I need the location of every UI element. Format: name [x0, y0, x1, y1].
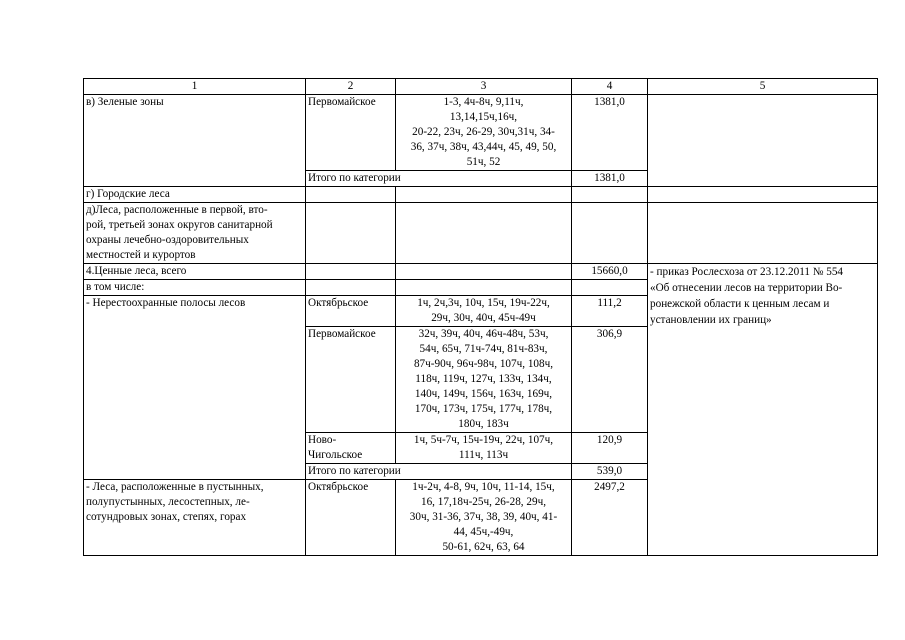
table-row: [84, 203, 878, 264]
column-number: 2: [306, 79, 396, 95]
blocks-line: 111ч, 113ч: [458, 449, 509, 461]
note-line: «Об отнесении лесов на территории Во-: [650, 282, 843, 294]
forest-categories-table: [83, 78, 878, 556]
empty-cell: [572, 280, 648, 296]
area-cell: 111,2: [572, 296, 648, 327]
category-total-area: 539,0: [572, 464, 648, 480]
table-row: [84, 187, 878, 203]
area-cell: 2497,2: [572, 480, 648, 556]
empty-cell: [396, 187, 572, 203]
blocks-line: 170ч, 173ч, 175ч, 177ч, 178ч,: [414, 403, 553, 415]
category-line: охраны лечебно-оздоровительных: [86, 234, 249, 246]
column-number: 4: [572, 79, 648, 95]
note-cell: [648, 95, 878, 187]
forestry-cell: Октябрьское: [306, 296, 396, 327]
empty-cell: [396, 280, 572, 296]
column-number-row: [84, 79, 878, 95]
note-line: установлении их границ»: [650, 314, 772, 326]
empty-cell: [572, 187, 648, 203]
blocks-line: 1ч-2ч, 4-8, 9ч, 10ч, 11-14, 15ч,: [412, 481, 555, 493]
category-line: полупустынных, лесостепных, ле-: [86, 496, 250, 508]
category-total-area: 1381,0: [572, 171, 648, 187]
forestry-cell: [306, 433, 396, 464]
category-cell: в) Зеленые зоны: [84, 95, 306, 187]
blocks-line: 54ч, 65ч, 71ч-74ч, 81ч-83ч,: [419, 343, 548, 355]
empty-cell: [306, 264, 396, 280]
blocks-line: 1ч, 2ч,3ч, 10ч, 15ч, 19ч-22ч,: [417, 297, 550, 309]
column-number: 1: [84, 79, 306, 95]
empty-cell: [396, 264, 572, 280]
area-cell: 120,9: [572, 433, 648, 464]
blocks-line: 16, 17,18ч-25ч, 26-28, 29ч,: [420, 496, 547, 508]
empty-cell: [396, 203, 572, 264]
category-total-label: Итого по категории: [306, 171, 572, 187]
empty-cell: [306, 187, 396, 203]
category-total-label: Итого по категории: [306, 464, 572, 480]
category-cell: - Нерестоохранные полосы лесов: [84, 296, 306, 480]
blocks-line: 20-22, 23ч, 26-29, 30ч,31ч, 34-: [412, 126, 555, 138]
forestry-cell: Первомайское: [306, 327, 396, 433]
blocks-cell: [396, 433, 572, 464]
table-row: [84, 264, 878, 280]
category-line: д)Леса, расположенные в первой, вто-: [86, 204, 268, 216]
column-number: 5: [648, 79, 878, 95]
blocks-cell: [396, 95, 572, 171]
category-cell: в том числе:: [84, 280, 306, 296]
category-cell: г) Городские леса: [84, 187, 306, 203]
blocks-line: 44, 45ч,-49ч,: [453, 526, 514, 538]
blocks-line: 50-61, 62ч, 63, 64: [442, 541, 525, 553]
blocks-line: 87ч-90ч, 96ч-98ч, 107ч, 108ч,: [413, 358, 554, 370]
table-row: [84, 95, 878, 171]
blocks-cell: [396, 480, 572, 556]
area-cell: 306,9: [572, 327, 648, 433]
blocks-line: 180ч, 183ч: [458, 418, 509, 430]
note-cell: [648, 264, 878, 556]
column-number: 3: [396, 79, 572, 95]
empty-cell: [572, 203, 648, 264]
blocks-line: 1ч, 5ч-7ч, 15ч-19ч, 22ч, 107ч,: [413, 434, 554, 446]
forestry-cell: Октябрьское: [306, 480, 396, 556]
blocks-line: 32ч, 39ч, 40ч, 46ч-48ч, 53ч,: [418, 328, 549, 340]
blocks-line: 1-3, 4ч-8ч, 9,11ч,: [443, 96, 524, 108]
forestry-line: Ново-: [308, 434, 337, 446]
category-cell: [84, 203, 306, 264]
blocks-line: 30ч, 31-36, 37ч, 38, 39, 40ч, 41-: [409, 511, 558, 523]
blocks-line: 13,14,15ч,16ч,: [449, 111, 518, 123]
category-line: местностей и курортов: [86, 249, 196, 261]
note-line: - приказ Рослесхоза от 23.12.2011 № 554: [650, 266, 844, 278]
empty-cell: [306, 203, 396, 264]
category-cell: 4.Ценные леса, всего: [84, 264, 306, 280]
empty-cell: [306, 280, 396, 296]
blocks-line: 51ч, 52: [466, 156, 501, 168]
forestry-line: Чигольское: [308, 449, 363, 461]
category-line: сотундровых зонах, степях, горах: [86, 511, 247, 523]
area-cell: 15660,0: [572, 264, 648, 280]
note-line: ронежской области к ценным лесам и: [650, 298, 830, 310]
category-cell: [84, 480, 306, 556]
blocks-line: 140ч, 149ч, 156ч, 163ч, 169ч,: [414, 388, 553, 400]
empty-cell: [648, 203, 878, 264]
blocks-cell: [396, 327, 572, 433]
blocks-line: 118ч, 119ч, 127ч, 133ч, 134ч,: [415, 373, 552, 385]
blocks-line: 36, 37ч, 38ч, 43,44ч, 45, 49, 50,: [410, 141, 557, 153]
forestry-cell: Первомайское: [306, 95, 396, 171]
blocks-cell: [396, 296, 572, 327]
category-line: рой, третьей зонах округов санитарной: [86, 219, 273, 231]
category-line: - Леса, расположенные в пустынных,: [86, 481, 264, 493]
area-cell: 1381,0: [572, 95, 648, 171]
empty-cell: [648, 187, 878, 203]
blocks-line: 29ч, 30ч, 40ч, 45ч-49ч: [431, 312, 536, 324]
